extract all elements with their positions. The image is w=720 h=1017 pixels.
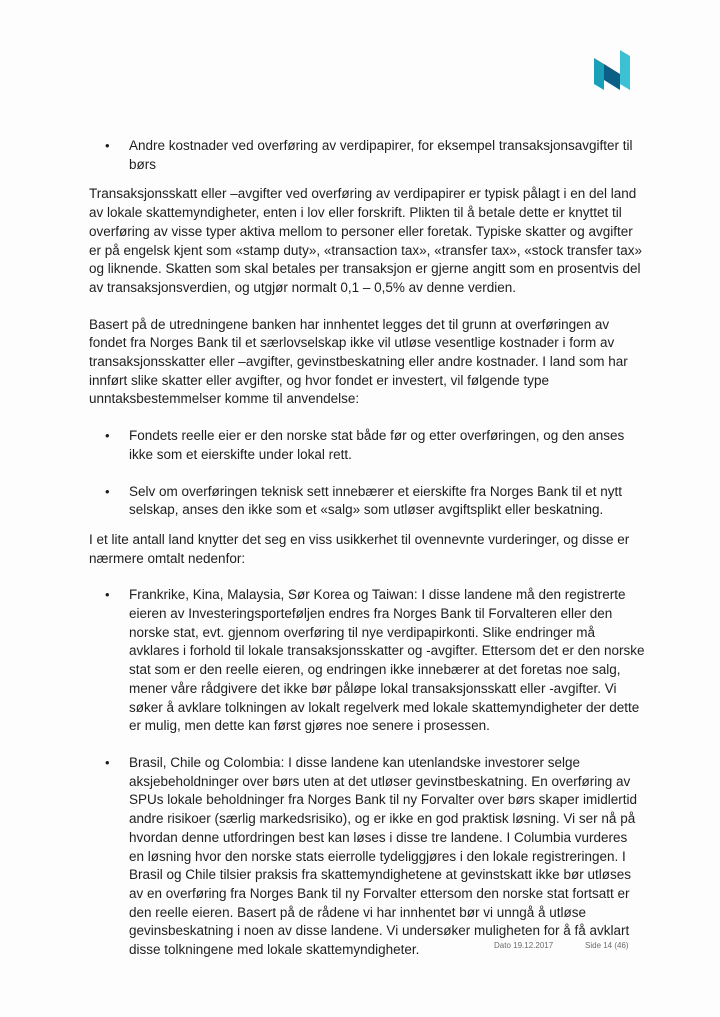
footer-page-number: Side 14 (46): [585, 941, 629, 950]
bullet-brazil-chile-colombia: • Brasil, Chile og Colombia: I disse landene kan utenlandske investorer selge aksjebeholdninger over børs uten at det utløser gevinstbeskatning. En overføring av SPUs lokale beholdninger fra Norges Bank til ny Forvalter over børs skaper imidlertid andre risikoer (særlig markedsrisiko), og er ikke en god praktisk løsning. Vi ser nå på hvordan denne utfordringen best kan løses i disse tre landene. I Columbia vurderes en løsning hvor den norske stats eierrolle tydeliggjøres i den lokale registreringen. I Brasil og Chile tilsier praksis fra skattemyndighetene at gevinstskatt ikke bør utløses av en overføring fra Norges Bank til ny Forvalter ettersom den norske stat fortsatt er den reelle eieren. Basert på de rådene vi har innhentet bør vi unngå å utløse gevinsbeskatning i noen av disse landene. Vi undersøker muligheten for å få avklart disse tolkningene med lokale skattemyndigheter.: [89, 754, 645, 960]
bullet-france-china-etc: • Frankrike, Kina, Malaysia, Sør Korea og Taiwan: I disse landene må den registrerte eieren av Investeringsporteføljen endres fra Norges Bank til Forvalteren eller den norske stat, evt. gjennom overføring til nye verdipapirkonti. Slike endringer må avklares i forhold til lokale transaksjonsskatter og -avgifter. Ettersom det er den norske stat som er den reelle eieren, og endringen ikke innebærer at det foretas noe salg, mener våre rådgivere det ikke bør påløpe lokal transaksjonsskatt eller -avgifter. Vi søker å avklare tolkningen av lokalt regelverk med lokale skattemyndigheter der dette er mulig, men dette kan først gjøres noe senere i prosessen.: [89, 586, 645, 736]
footer-date: Dato 19.12.2017: [494, 941, 554, 950]
norges-bank-logo-icon: [594, 50, 630, 90]
paragraph-transfer-basis: Basert på de utredningene banken har innhentet legges det til grunn at overføringen av fondet fra Norges Bank til et særlovselskap ikke vil utløse vesentlige kostnader i form av transaksjonsskatter eller –avgifter, gevinstbeskatning eller andre kostnader. I land som har innført slike skatter eller avgifter, og hvor fondet er investert, vil følgende type unntaksbestemmelser komme til anvendelse:: [89, 316, 628, 407]
paragraph-uncertainty: I et lite antall land knytter det seg en viss usikkerhet til ovennevnte vurderinger, og disse er nærmere omtalt nedenfor:: [89, 531, 630, 566]
bullet-real-owner: • Fondets reelle eier er den norske stat både før og etter overføringen, og den anses ikke som et eierskifte under lokal rett.: [89, 427, 645, 464]
document-body: [89, 137, 645, 960]
bullet-transaction-fees: • Andre kostnader ved overføring av verdipapirer, for eksempel transaksjonsavgifter til børs: [89, 137, 645, 174]
paragraph-transaction-tax: Transaksjonsskatt eller –avgifter ved overføring av verdipapirer er typisk pålagt i en del land av lokale skattemyndigheter, enten i lov eller forskrift. Plikten til å betale dette er knyttet til overføring av visse typer aktiva mellom to personer eller foretak. Typiske skatter og avgifter er på engelsk kjent som «stamp duty», «transaction tax», «transfer tax», «stock transfer tax» og liknende. Skatten som skal betales per transaksjon er gjerne angitt som en prosentvis del av transaksjonsverdien, og utgjør normalt 0,1 – 0,5% av denne verdien.: [89, 186, 643, 295]
bullet-not-a-sale: • Selv om overføringen teknisk sett innebærer et eierskifte fra Norges Bank til et nytt selskap, anses den ikke som et «salg» som utløser avgiftsplikt eller beskatning.: [89, 483, 645, 520]
